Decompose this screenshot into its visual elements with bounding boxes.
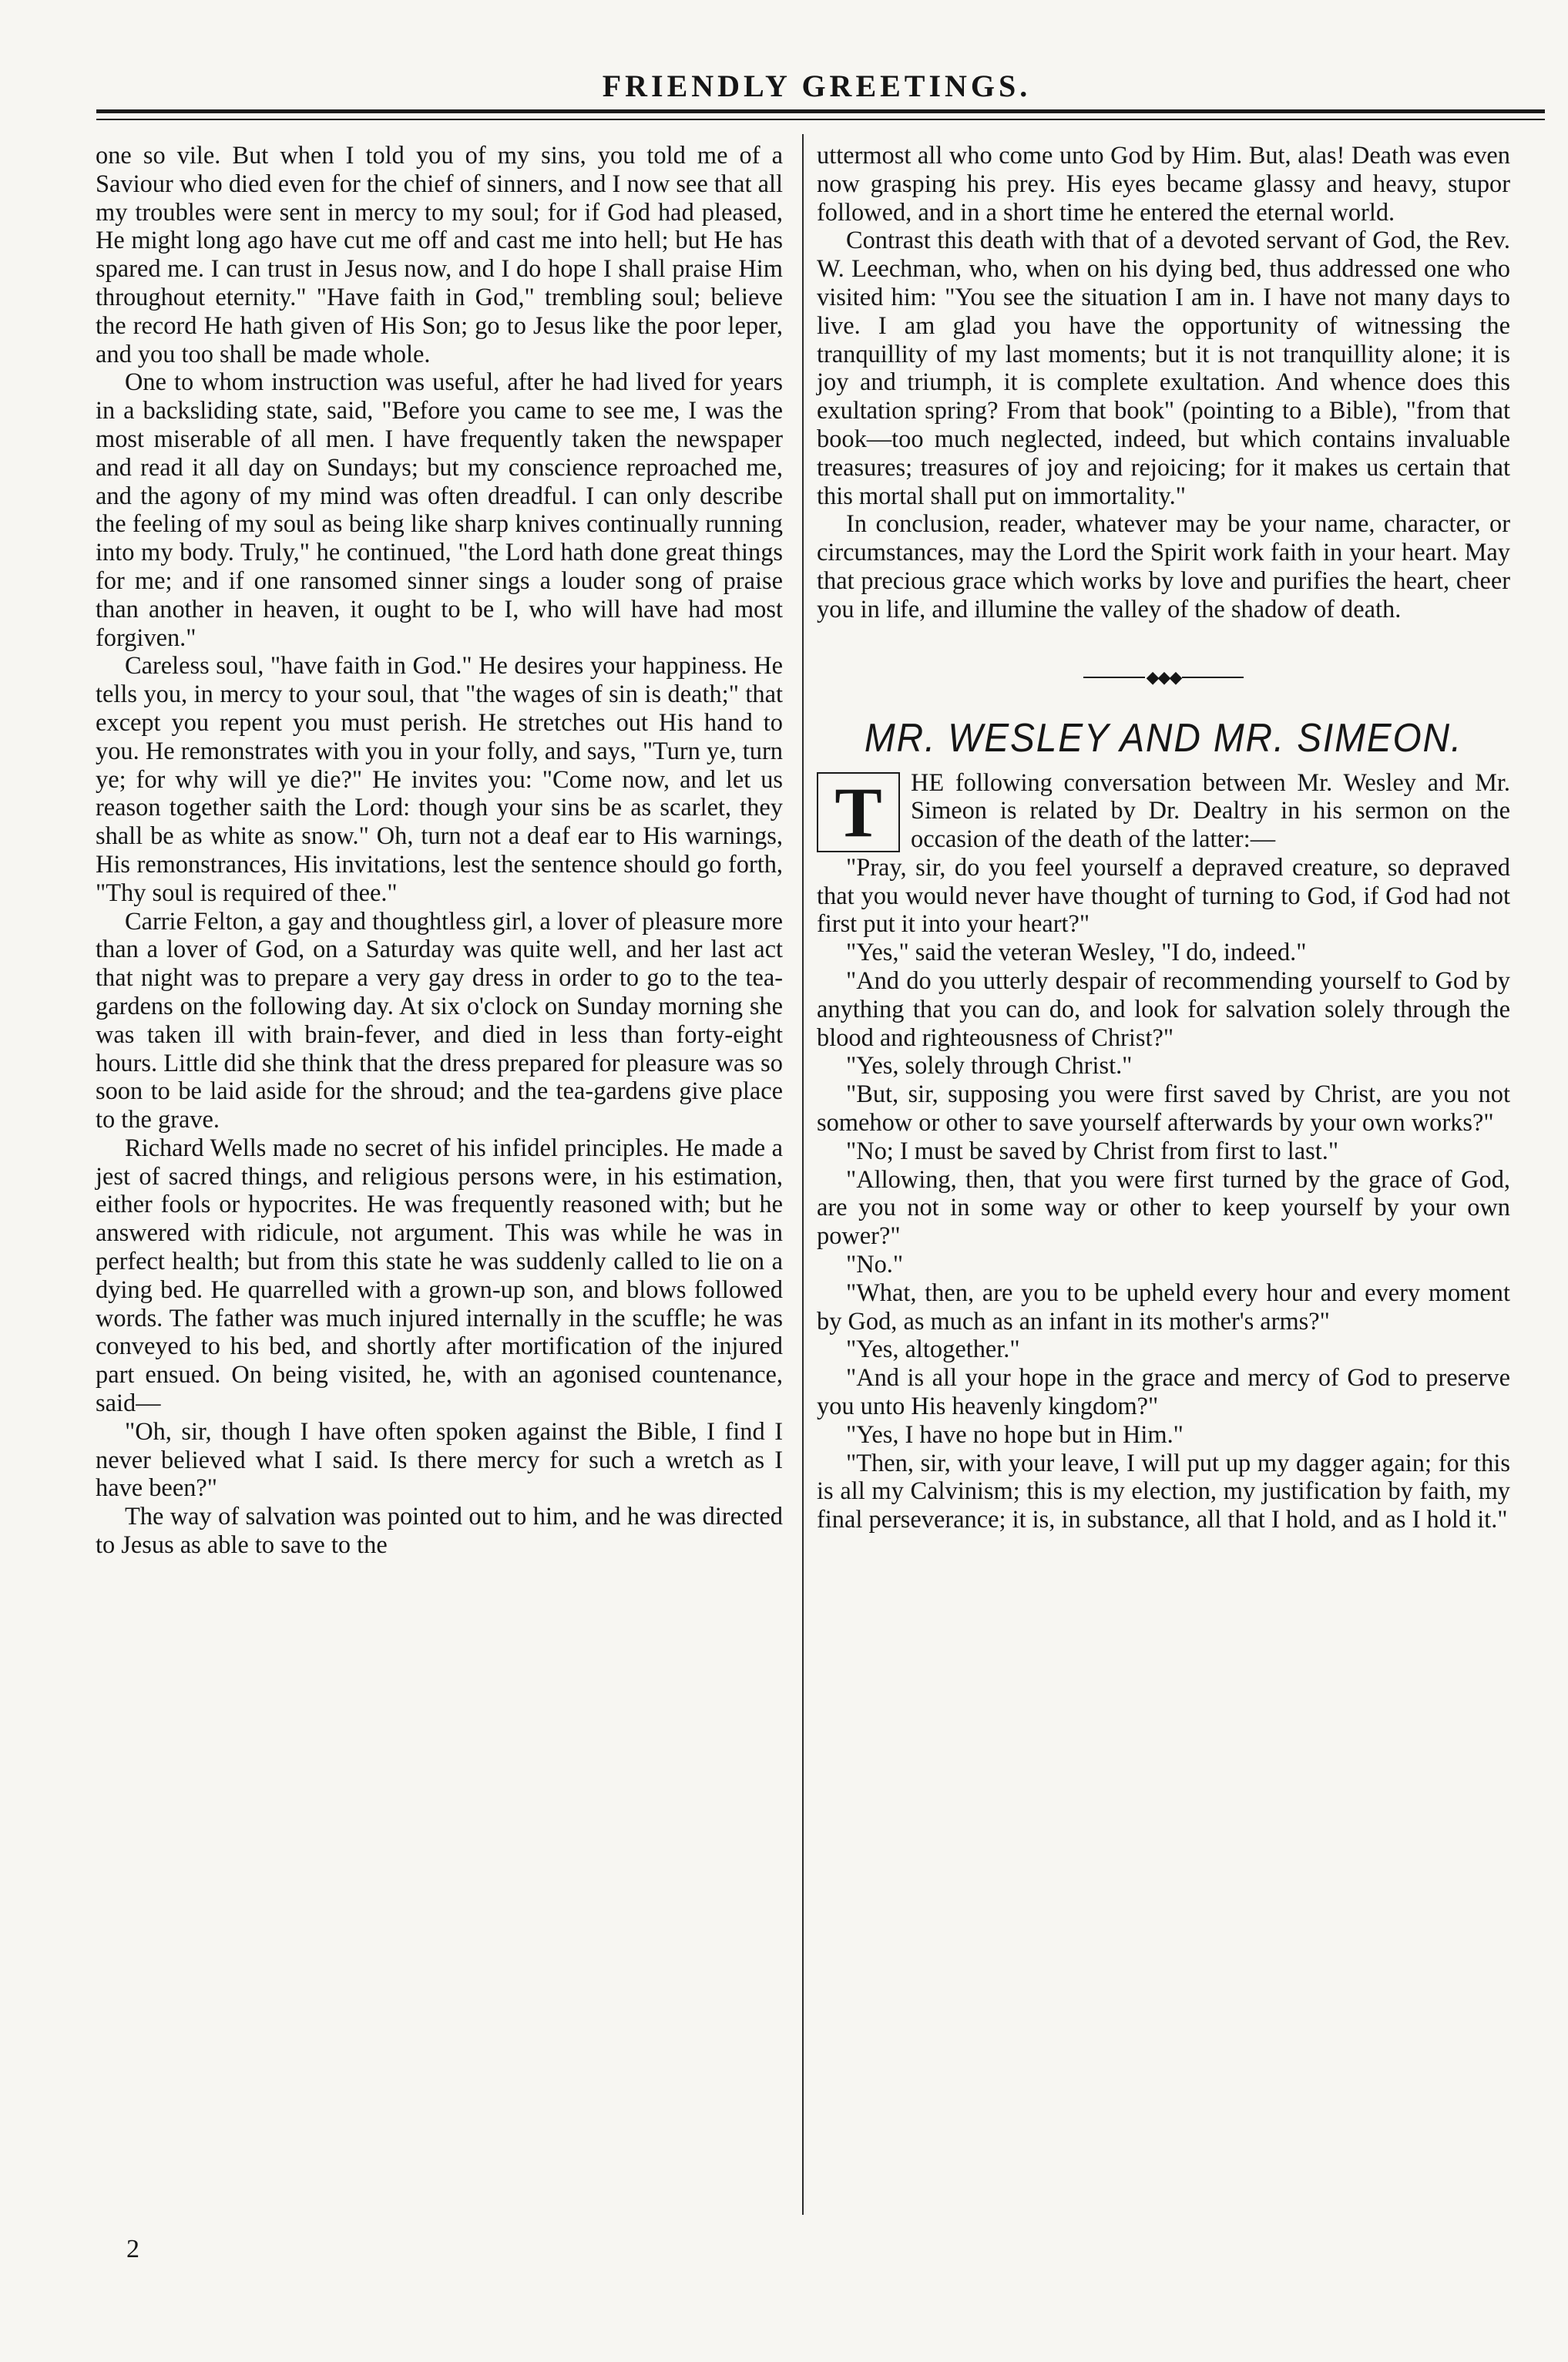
article-lead <box>817 769 1510 854</box>
dialogue-line: "Yes, I have no hope but in Him." <box>846 1420 1184 1449</box>
dialogue-line: "And is all your hope in the grace and mercy of God to preserve you unto His heavenly kingdom?" <box>817 1364 1510 1421</box>
paragraph: "Oh, sir, though I have often spoken against the Bible, I find I never believed what I said. Is there mercy for such a wretch as I have been?" <box>96 1417 783 1503</box>
dialogue-line: "No." <box>846 1251 904 1279</box>
article-title: MR. WESLEY AND MR. SIMEON. <box>864 715 1463 761</box>
dialogue-line: "Yes," said the veteran Wesley, "I do, indeed." <box>846 939 1307 967</box>
dialogue-line: "What, then, are you to be upheld every hour and every moment by God, as much as an infant in its mother's arms?" <box>817 1278 1510 1336</box>
dropcap-letter: T <box>817 772 900 852</box>
page-number: 2 <box>126 2235 139 2263</box>
lead-text: following conversation between Mr. Wesley and Mr. Simeon is related by Dr. Dealtry in his sermon on the occasion of the death of the latter:— <box>911 768 1510 854</box>
paragraph: Richard Wells made no secret of his infidel principles. He made a jest of sacred things, and religious persons were, in his estimation, either fools or hypocrites. He was frequently reasoned with; but he answered with ridicule, not argument. This was while he was in perfect health; but from this state he was suddenly called to lie on a dying bed. He quarrelled with a grown-up son, and blows followed words. The father was much injured internally in the scuffle; he was conveyed to his bed, and shortly after mortification of the injured part ensued. On being visited, he, with an agonised countenance, said— <box>96 1134 783 1418</box>
column-divider <box>802 134 804 2215</box>
dialogue-line: "And do you utterly despair of recommending yourself to God by anything that you can do, and look for salvation solely through the blood and righteousness of Christ?" <box>817 967 1510 1052</box>
paragraph: one so vile. But when I told you of my sins, you told me of a Saviour who died even for the chief of sinners, and I now see that all my troubles were sent in mercy to my soul; for if God had pleased, He might long ago have cut me off and cast me into hell; but He has spared me. I can trust in Jesus now, and I do hope I shall praise Him throughout eternity." "Have faith in God," trembling soul; believe the record He hath given of His Son; go to Jesus like the poor leper, and you too shall be made whole. <box>96 142 783 368</box>
running-title: FRIENDLY GREETINGS. <box>602 69 1032 103</box>
dialogue-line: "But, sir, supposing you were first saved by Christ, are you not somehow or other to save yourself afterwards by your own works?" <box>817 1080 1510 1137</box>
dialogue-line: "Yes, altogether." <box>846 1336 1020 1364</box>
left-column <box>96 142 783 1560</box>
paragraph: In conclusion, reader, whatever may be your name, character, or circumstances, may the Lord the Spirit work faith in your heart. May that precious grace which works by love and purifies the heart, cheer you in life, and illumine the valley of the shadow of death. <box>817 510 1510 623</box>
paragraph: One to whom instruction was useful, after he had lived for years in a backsliding state, said, "Before you came to see me, I was the most miserable of all men. I have frequently taken the newspaper and read it all day on Sundays; but my conscience reproached me, and the agony of my mind was often dreadful. I can only describe the feeling of my soul as being like sharp knives continually running into my body. Truly," he continued, "the Lord hath done great things for me; and if one ransomed sinner sings a louder song of praise than another in heaven, it ought to be I, who will have had most forgiven." <box>96 368 783 652</box>
header-rule-thin <box>96 119 1545 120</box>
right-column <box>817 142 1510 1534</box>
dialogue-line: "Pray, sir, do you feel yourself a depraved creature, so depraved that you would never have thought of turning to God, if God had not first put it into your heart?" <box>817 853 1510 939</box>
section-ornament: ◆◆◆ <box>817 667 1510 686</box>
dialogue-line: "Yes, solely through Christ." <box>846 1052 1133 1080</box>
paragraph: Contrast this death with that of a devoted servant of God, the Rev. W. Leechman, who, when on his dying bed, thus addressed one who visited him: "You see the situation I am in. I have not many days to live. I am glad you have the opportunity of witnessing the tranquillity of my last moments; but it is not tranquillity alone; it is joy and triumph, it is complete exultation. And whence does this exultation spring? From that book" (pointing to a Bible), "from that book—too much neglected, indeed, but which contains invaluable treasures; treasures of joy and rejoicing; for it makes us certain that this mortal shall put on immortality." <box>817 227 1510 510</box>
paragraph: Carrie Felton, a gay and thoughtless girl, a lover of pleasure more than a lover of God, on a Saturday was quite well, and her last act that night was to prepare a very gay dress in order to go to the tea-gardens on the following day. At six o'clock on Sunday morning she was taken ill with brain-fever, and died in less than forty-eight hours. Little did she think that the dress prepared for pleasure was so soon to be laid aside for the shroud; and the tea-gardens give place to the grave. <box>96 907 783 1134</box>
lead-smallcaps: HE <box>911 768 945 797</box>
dialogue-line: "Then, sir, with your leave, I will put up my dagger again; for this is all my Calvinism; this is my election, my justification by faith, my final perseverance; it is, in substance, all that I hold, and as I hold it." <box>817 1449 1510 1534</box>
dialogue-line: "No; I must be saved by Christ from first to last." <box>846 1137 1339 1165</box>
paragraph: Careless soul, "have faith in God." He desires your happiness. He tells you, in mercy to your soul, that "the wages of sin is death;" that except you repent you must perish. He stretches out His hand to you. He remonstrates with you in your folly, and says, "Turn ye, turn ye; for why will ye die?" He invites you: "Come now, and let us reason together saith the Lord: though your sins be as scarlet, they shall be as white as snow." Oh, turn not a deaf ear to His warnings, His remonstrances, His invitations, lest the sentence should go forth, "Thy soul is required of thee." <box>96 652 783 907</box>
paragraph: uttermost all who come unto God by Him. But, alas! Death was even now grasping his prey. His eyes became glassy and heavy, stupor followed, and in a short time he entered the eternal world. <box>817 142 1510 227</box>
dialogue-line: "Allowing, then, that you were first turned by the grace of God, are you not in some way or other to keep yourself by your own power?" <box>817 1165 1510 1251</box>
paragraph: The way of salvation was pointed out to him, and he was directed to Jesus as able to save to the <box>96 1503 783 1560</box>
header-rule-thick <box>96 109 1545 113</box>
